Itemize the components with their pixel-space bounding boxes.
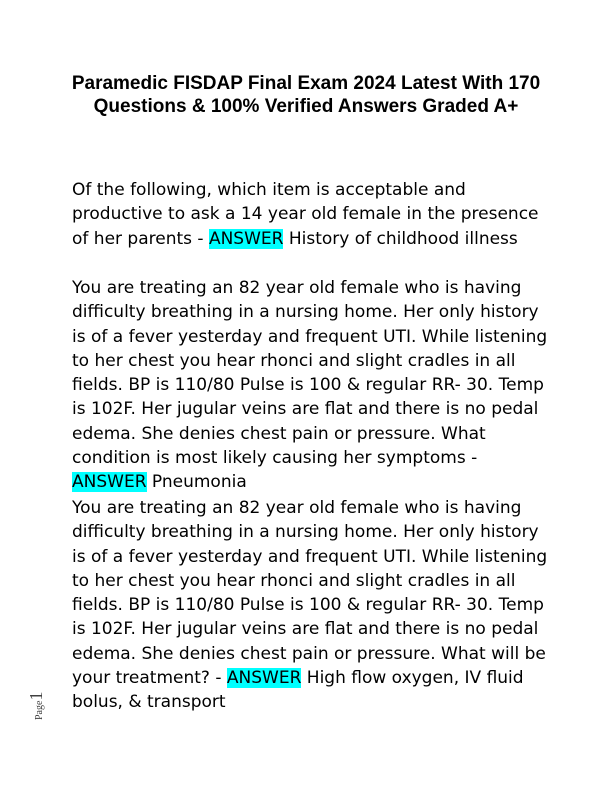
answer-label-highlight: ANSWER	[208, 228, 284, 249]
question-text: You are treating an 82 year old female who is having difficulty breathing in a nursing home. Her only history is of a fever yesterday and frequent UTI. While listening to her chest you hear rhonci and slight cradles in all fields. BP is 110/80 Pulse is 100 & regular RR- 30. Temp is 102F. Her jugular veins are flat and there is no pedal edema. She denies chest pain or pressure. What will be your treatment? -	[72, 498, 548, 689]
page-number	[26, 692, 47, 720]
question-block-1	[72, 178, 550, 251]
question-text: Of the following, which item is acceptable and productive to ask a 14 year old female in the presence of her parents -	[72, 180, 539, 249]
page-digit: 1	[26, 691, 46, 701]
question-text: You are treating an 82 year old female who is having difficulty breathing in a nursing home. Her only history is of a fever yesterday and frequent UTI. While listening to her chest you hear rhonci and slight cradles in all fields. BP is 110/80 Pulse is 100 & regular RR- 30. Temp is 102F. Her jugular veins are flat and there is no pedal edema. She denies chest pain or pressure. What condition is most likely causing her symptoms -	[72, 278, 548, 469]
question-block-3	[72, 496, 550, 715]
answer-label-highlight: ANSWER	[226, 668, 302, 689]
answer-label-highlight: ANSWER	[72, 472, 147, 493]
answer-text: History of childhood illness	[283, 228, 518, 249]
page-word: Page	[34, 700, 45, 720]
answer-text: Pneumonia	[146, 472, 247, 493]
document-title: Paramedic FISDAP Final Exam 2024 Latest With 170 Questions & 100% Verified Answers Graded A+	[71, 73, 541, 117]
answer-text: High flow oxygen, IV fluid bolus, & transport	[72, 668, 524, 713]
question-block-2	[72, 276, 550, 495]
